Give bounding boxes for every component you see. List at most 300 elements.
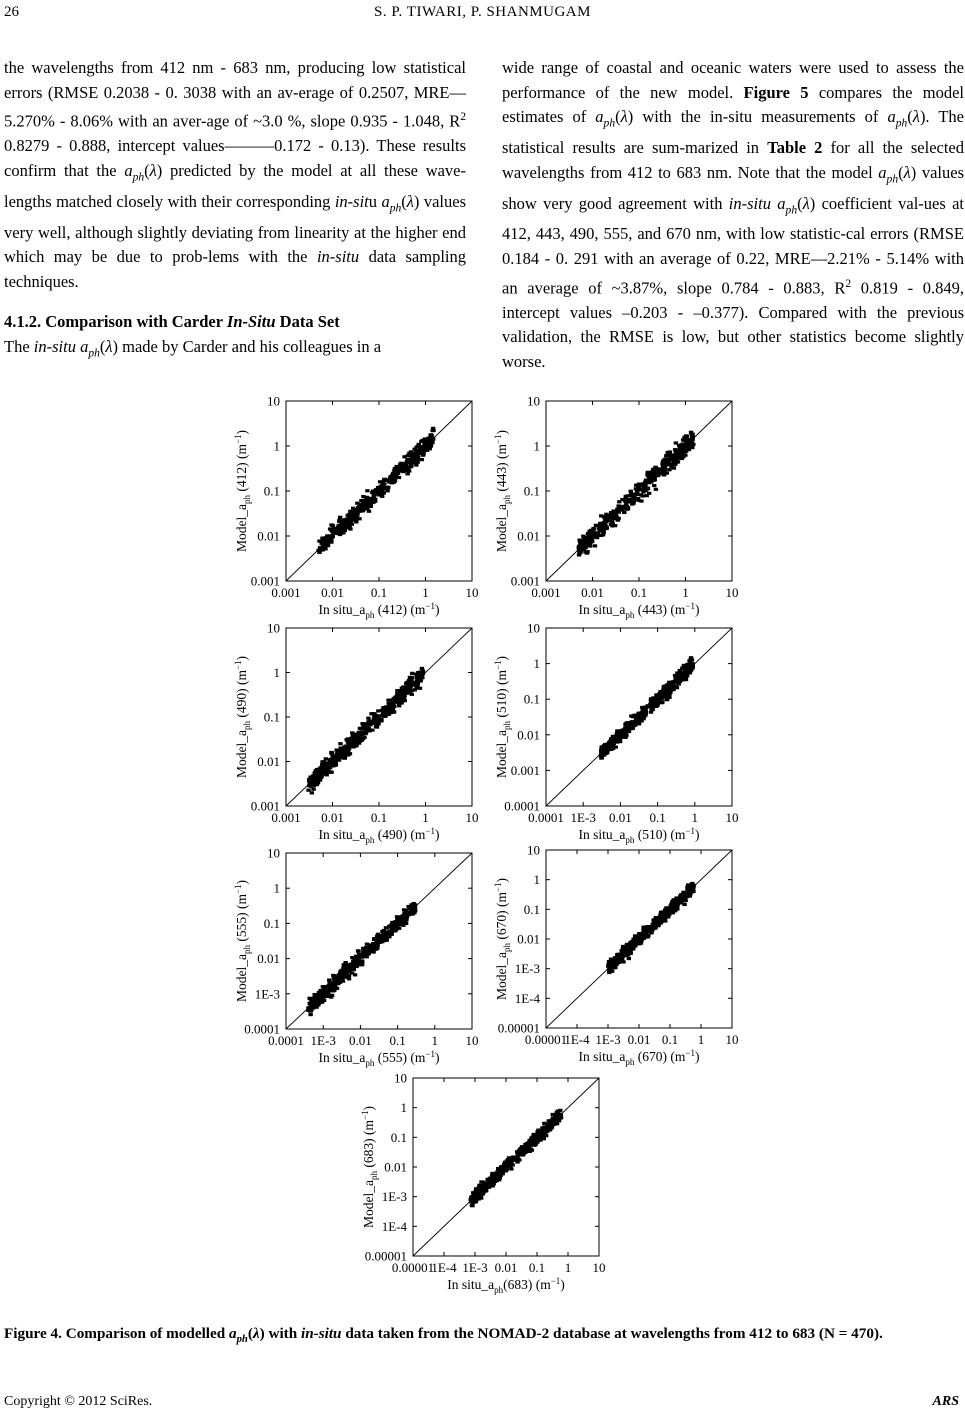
data-point: [515, 1152, 519, 1155]
data-point: [665, 698, 669, 701]
data-point: [386, 699, 390, 702]
data-point: [355, 958, 359, 961]
data-point: [339, 973, 343, 976]
data-point: [641, 709, 645, 712]
data-point: [332, 759, 336, 762]
data-point: [556, 1113, 560, 1116]
data-point: [636, 721, 640, 724]
data-point: [405, 915, 409, 918]
data-point: [396, 923, 400, 926]
data-point: [601, 747, 605, 750]
data-point: [540, 1135, 544, 1138]
data-point: [675, 453, 679, 456]
data-point: [620, 505, 624, 508]
data-point: [497, 1168, 501, 1171]
data-point: [330, 983, 334, 986]
data-point: [653, 918, 657, 921]
data-point: [478, 1185, 482, 1188]
data-point: [357, 953, 361, 956]
data-point: [691, 883, 695, 886]
data-point: [400, 700, 404, 703]
data-point: [648, 478, 652, 481]
data-point: [321, 985, 325, 988]
data-point: [375, 942, 379, 945]
data-point: [588, 544, 592, 547]
x-tick-label: 0.001: [271, 585, 301, 600]
data-point: [355, 735, 359, 738]
data-point: [353, 962, 357, 965]
data-point: [505, 1159, 509, 1162]
data-point: [342, 976, 346, 979]
data-point: [661, 690, 665, 693]
data-point: [354, 520, 358, 523]
data-point: [660, 469, 664, 472]
data-point: [578, 547, 582, 550]
data-point: [313, 776, 317, 779]
axis-label-part: ): [694, 827, 700, 842]
data-point: [619, 730, 623, 733]
data-point: [499, 1166, 503, 1169]
data-point: [620, 733, 624, 736]
data-point: [605, 749, 609, 752]
data-point: [622, 736, 626, 739]
data-point: [688, 662, 692, 665]
data-point: [610, 743, 614, 746]
data-point: [610, 744, 614, 747]
data-point: [617, 500, 621, 503]
data-point: [399, 918, 403, 921]
data-point: [671, 908, 675, 911]
data-point: [672, 684, 676, 687]
data-point: [332, 982, 336, 985]
data-point: [644, 480, 648, 483]
data-point: [643, 929, 647, 932]
data-point: [485, 1183, 489, 1186]
data-point: [581, 546, 585, 549]
data-point: [548, 1126, 552, 1129]
data-point: [671, 688, 675, 691]
data-point: [312, 1004, 316, 1007]
data-point: [690, 887, 694, 890]
data-point: [336, 529, 340, 532]
data-point: [345, 518, 349, 521]
data-point: [486, 1181, 490, 1184]
data-point: [643, 489, 647, 492]
data-point: [664, 454, 668, 457]
data-point: [418, 679, 422, 682]
data-point: [556, 1115, 560, 1118]
data-point: [588, 533, 592, 536]
data-point: [620, 730, 624, 733]
data-point: [377, 487, 381, 490]
data-point: [326, 765, 330, 768]
data-point: [326, 539, 330, 542]
data-point: [653, 919, 657, 922]
data-point: [654, 702, 658, 705]
data-point: [629, 724, 633, 727]
data-point: [341, 528, 345, 531]
data-point: [337, 526, 341, 529]
data-point: [479, 1197, 483, 1200]
data-point: [603, 752, 607, 755]
data-point: [609, 748, 613, 751]
y-tick-label: 1: [273, 880, 280, 896]
data-point: [336, 528, 340, 531]
data-point: [627, 724, 631, 727]
x-axis-label: [319, 601, 440, 620]
data-point: [527, 1141, 531, 1144]
data-point: [380, 936, 384, 939]
data-point: [620, 730, 624, 733]
data-point: [651, 924, 655, 927]
data-point: [398, 919, 402, 922]
data-point: [674, 680, 678, 683]
y-tick-label: 10: [527, 842, 540, 858]
data-point: [324, 995, 328, 998]
data-point: [344, 523, 348, 526]
data-point: [662, 916, 666, 919]
data-point: [509, 1162, 513, 1165]
data-point: [586, 539, 590, 542]
data-point: [590, 539, 594, 542]
data-point: [681, 677, 685, 680]
text-run: Table 2: [767, 138, 823, 158]
data-point: [355, 733, 359, 736]
data-point: [381, 936, 385, 939]
data-point: [633, 721, 637, 724]
data-point: [414, 461, 418, 464]
data-point: [474, 1187, 478, 1190]
text-run: the wavelengths from 412 nm - 683 nm, producing low statistical errors (RMSE 0.2038 - 0. 3038 with an av-erage of 0.2507, MRE—5.270% - 8.06% with an aver-age of ~3.0 %, slope 0.935 - 1.048, R: [4, 58, 466, 131]
data-point: [528, 1143, 532, 1146]
data-point: [646, 934, 650, 937]
data-point: [668, 685, 672, 688]
data-point: [637, 717, 641, 720]
data-point: [630, 493, 634, 496]
data-point: [406, 687, 410, 690]
data-point: [318, 549, 322, 552]
data-point: [666, 458, 670, 461]
data-point: [319, 773, 323, 776]
data-point: [337, 980, 341, 983]
data-point: [618, 736, 622, 739]
data-point: [618, 960, 622, 963]
data-point: [328, 770, 332, 773]
data-point: [390, 927, 394, 930]
data-point: [319, 996, 323, 999]
text-run: λ: [620, 107, 628, 127]
y-tick-label: 0.1: [263, 915, 280, 931]
data-point: [637, 722, 641, 725]
data-point: [390, 930, 394, 933]
data-point: [671, 905, 675, 908]
data-point: [601, 748, 605, 751]
data-point: [384, 705, 388, 708]
data-point: [325, 539, 329, 542]
data-point: [535, 1130, 539, 1133]
data-point: [590, 536, 594, 539]
data-point: [309, 1007, 313, 1010]
data-point: [405, 686, 409, 689]
data-point: [671, 458, 675, 461]
data-point: [354, 516, 358, 519]
data-point: [392, 697, 396, 700]
data-point: [347, 747, 351, 750]
data-point: [379, 485, 383, 488]
data-point: [609, 741, 613, 744]
data-point: [629, 941, 633, 944]
data-point: [371, 501, 375, 504]
data-point: [321, 541, 325, 544]
data-point: [610, 522, 614, 525]
data-point: [675, 903, 679, 906]
data-point: [332, 759, 336, 762]
data-point: [592, 535, 596, 538]
x-tick-label: 10: [465, 1033, 479, 1048]
data-point: [414, 454, 418, 457]
data-point: [671, 687, 675, 690]
data-point: [347, 525, 351, 528]
data-point: [350, 962, 354, 965]
data-point: [475, 1193, 479, 1196]
data-point: [334, 981, 338, 984]
data-point: [339, 974, 343, 977]
data-point: [412, 906, 416, 909]
data-point: [673, 685, 677, 688]
data-point: [388, 698, 392, 701]
data-point: [518, 1147, 522, 1150]
y-tick-label: 0.01: [257, 951, 280, 967]
data-point: [614, 514, 618, 517]
data-point: [416, 444, 420, 447]
data-point: [371, 945, 375, 948]
data-point: [582, 547, 586, 550]
data-point: [535, 1138, 539, 1141]
data-point: [673, 681, 677, 684]
data-point: [402, 467, 406, 470]
data-point: [683, 676, 687, 679]
data-point: [659, 914, 663, 917]
data-point: [405, 461, 409, 464]
data-point: [364, 499, 368, 502]
text-run: 2: [460, 111, 466, 124]
data-point: [317, 995, 321, 998]
data-point: [482, 1189, 486, 1192]
axis-label-part: −1: [685, 1048, 695, 1058]
data-point: [317, 539, 321, 542]
data-point: [526, 1143, 530, 1146]
data-point: [682, 436, 686, 439]
data-point: [651, 696, 655, 699]
data-point: [488, 1180, 492, 1183]
data-point: [641, 929, 645, 932]
data-point: [379, 719, 383, 722]
data-point: [592, 534, 596, 537]
text-run: λ: [802, 193, 810, 213]
data-point: [583, 546, 587, 549]
data-point: [583, 542, 587, 545]
data-point: [608, 516, 612, 519]
y-tick-label: 1E-3: [254, 986, 280, 1002]
data-point: [687, 892, 691, 895]
data-point: [381, 932, 385, 935]
data-point: [390, 704, 394, 707]
data-point: [368, 505, 372, 508]
data-point: [634, 714, 638, 717]
data-point: [623, 736, 627, 739]
data-point: [477, 1192, 481, 1195]
data-point: [687, 667, 691, 670]
data-point: [411, 912, 415, 915]
data-point: [673, 678, 677, 681]
data-point: [371, 712, 375, 715]
data-point: [407, 454, 411, 457]
data-point: [353, 732, 357, 735]
data-point: [644, 479, 648, 482]
data-point: [647, 481, 651, 484]
data-point: [659, 911, 663, 914]
data-point: [313, 1004, 317, 1007]
data-point: [349, 515, 353, 518]
data-point: [673, 901, 677, 904]
data-point: [550, 1125, 554, 1128]
text-run: ) values show very good agreement with: [502, 162, 964, 213]
data-point: [414, 452, 418, 455]
data-point: [340, 524, 344, 527]
y-tick-label: 0.01: [384, 1159, 407, 1175]
data-point: [559, 1116, 563, 1119]
data-point: [544, 1127, 548, 1130]
text-run: ) with the in-situ measurements of: [627, 107, 888, 127]
data-point: [355, 741, 359, 744]
data-point: [414, 453, 418, 456]
data-point: [312, 778, 316, 781]
data-point: [635, 717, 639, 720]
data-point: [313, 774, 317, 777]
data-point: [398, 917, 402, 920]
data-point: [620, 953, 624, 956]
data-point: [405, 468, 409, 471]
data-point: [337, 519, 341, 522]
data-point: [624, 722, 628, 725]
data-point: [613, 515, 617, 518]
data-point: [339, 753, 343, 756]
data-point: [485, 1182, 489, 1185]
data-point: [402, 917, 406, 920]
data-point: [520, 1147, 524, 1150]
data-point: [354, 965, 358, 968]
data-point: [679, 448, 683, 451]
data-point: [654, 488, 658, 491]
data-point: [657, 692, 661, 695]
data-point: [690, 882, 694, 885]
axis-label-part: ph: [369, 1171, 379, 1181]
data-point: [318, 994, 322, 997]
data-point: [419, 671, 423, 674]
data-point: [387, 925, 391, 928]
data-point: [677, 900, 681, 903]
data-point: [643, 707, 647, 710]
data-point: [329, 537, 333, 540]
data-point: [380, 936, 384, 939]
axis-label-part: (490) (m: [234, 670, 249, 722]
data-point: [471, 1201, 475, 1204]
data-point: [656, 473, 660, 476]
data-point: [378, 940, 382, 943]
data-point: [535, 1134, 539, 1137]
text-run: λ: [903, 162, 911, 182]
data-point: [627, 950, 631, 953]
data-point: [691, 885, 695, 888]
data-point: [685, 446, 689, 449]
data-point: [400, 915, 404, 918]
data-point: [359, 503, 363, 506]
data-point: [688, 892, 692, 895]
data-point: [356, 739, 360, 742]
axis-label-part: ): [434, 1050, 440, 1065]
data-point: [616, 737, 620, 740]
data-point: [329, 523, 333, 526]
data-point: [412, 683, 416, 686]
data-point: [679, 671, 683, 674]
data-point: [321, 985, 325, 988]
data-point: [530, 1139, 534, 1142]
data-point: [604, 526, 608, 529]
data-point: [684, 442, 688, 445]
data-point: [499, 1166, 503, 1169]
data-point: [612, 958, 616, 961]
data-point: [615, 729, 619, 732]
x-tick-label: 10: [725, 585, 739, 600]
data-point: [331, 989, 335, 992]
data-point: [399, 696, 403, 699]
data-point: [476, 1194, 480, 1197]
data-point: [624, 946, 628, 949]
data-point: [606, 964, 610, 967]
data-point: [606, 515, 610, 518]
data-point: [495, 1177, 499, 1180]
text-run: The: [4, 337, 34, 357]
data-point: [325, 543, 329, 546]
data-point: [346, 742, 350, 745]
data-point: [493, 1177, 497, 1180]
data-point: [581, 542, 585, 545]
data-point: [652, 484, 656, 487]
data-point: [380, 488, 384, 491]
data-point: [654, 705, 658, 708]
data-point: [377, 492, 381, 495]
data-point: [543, 1130, 547, 1133]
data-point: [616, 739, 620, 742]
data-point: [677, 900, 681, 903]
data-point: [326, 539, 330, 542]
data-point: [597, 527, 601, 530]
data-point: [538, 1133, 542, 1136]
data-point: [470, 1195, 474, 1198]
data-point: [348, 739, 352, 742]
data-point: [678, 674, 682, 677]
data-point: [615, 738, 619, 741]
data-point: [616, 958, 620, 961]
x-axis-label: [319, 1049, 440, 1068]
data-point: [338, 981, 342, 984]
data-point: [309, 782, 313, 785]
data-point: [662, 689, 666, 692]
data-point: [611, 737, 615, 740]
data-point: [361, 509, 365, 512]
data-point: [411, 688, 415, 691]
data-point: [424, 441, 428, 444]
